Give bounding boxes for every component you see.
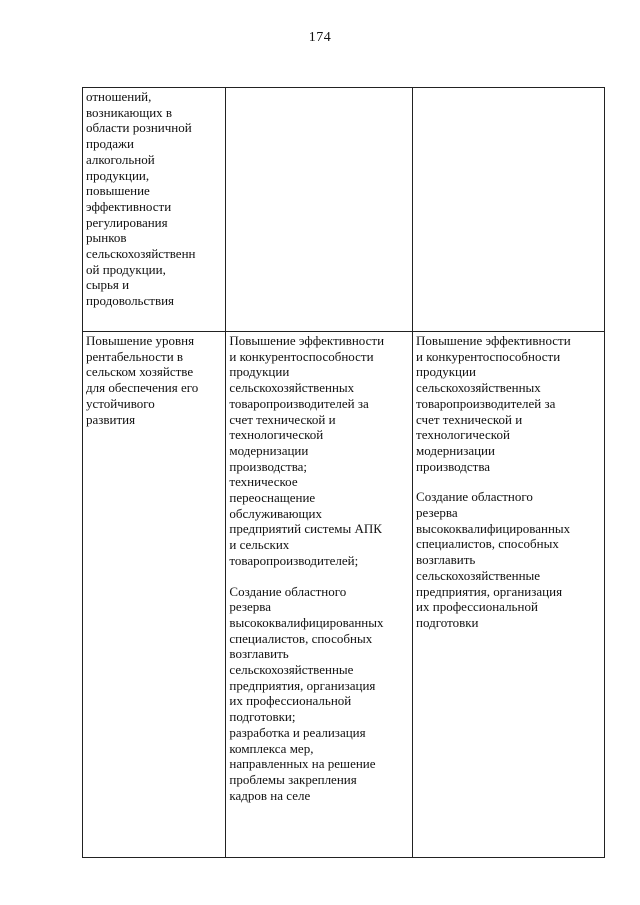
table-row [83, 332, 605, 858]
page-number: 174 [308, 30, 332, 45]
cell-text: Повышение уровня рентабельности в сельском хозяйстве для обеспечения его устойчивого развития [86, 333, 199, 427]
table-cell-empty [413, 88, 605, 332]
cell-paragraph: разработка и реализация комплекса мер, направленных на решение проблемы закрепления кадров на селе [229, 724, 376, 803]
table-cell-tasks [226, 332, 413, 858]
cell-paragraph: Повышение эффективности и конкурентоспособности продукции сельскохозяйственных товаропроизводителей за счет технической и технологической модернизации производства [416, 333, 571, 474]
table-cell-goal [83, 88, 226, 332]
table-cell-tasks [413, 332, 605, 858]
document-table [82, 87, 605, 858]
table-row [83, 88, 605, 332]
table-cell-goal [83, 332, 226, 858]
cell-paragraph: Создание областного резерва высококвалифицированных специалистов, способных возглавить сельскохозяйственные предприятия, организация их профессиональной подготовки; [229, 583, 384, 725]
cell-paragraph: Создание областного резерва высококвалифицированных специалистов, способных возглавить сельскохозяйственные предприятия, организация их профессиональной подготовки [416, 489, 571, 630]
cell-paragraph: Повышение эффективности и конкурентоспособности продукции сельскохозяйственных товаропроизводителей за счет технической и технологической модернизации производства; техническое переоснащение обслуживающих предприятий системы АПК и сельских товаропроизводителей; [229, 333, 385, 568]
table-cell-empty [226, 88, 413, 332]
cell-text: отношений, возникающих в области розничной продажи алкогольной продукции, повышение эффективности регулирования рынков сельскохозяйственн ой продукции, сырья и продовольствия [86, 89, 196, 309]
